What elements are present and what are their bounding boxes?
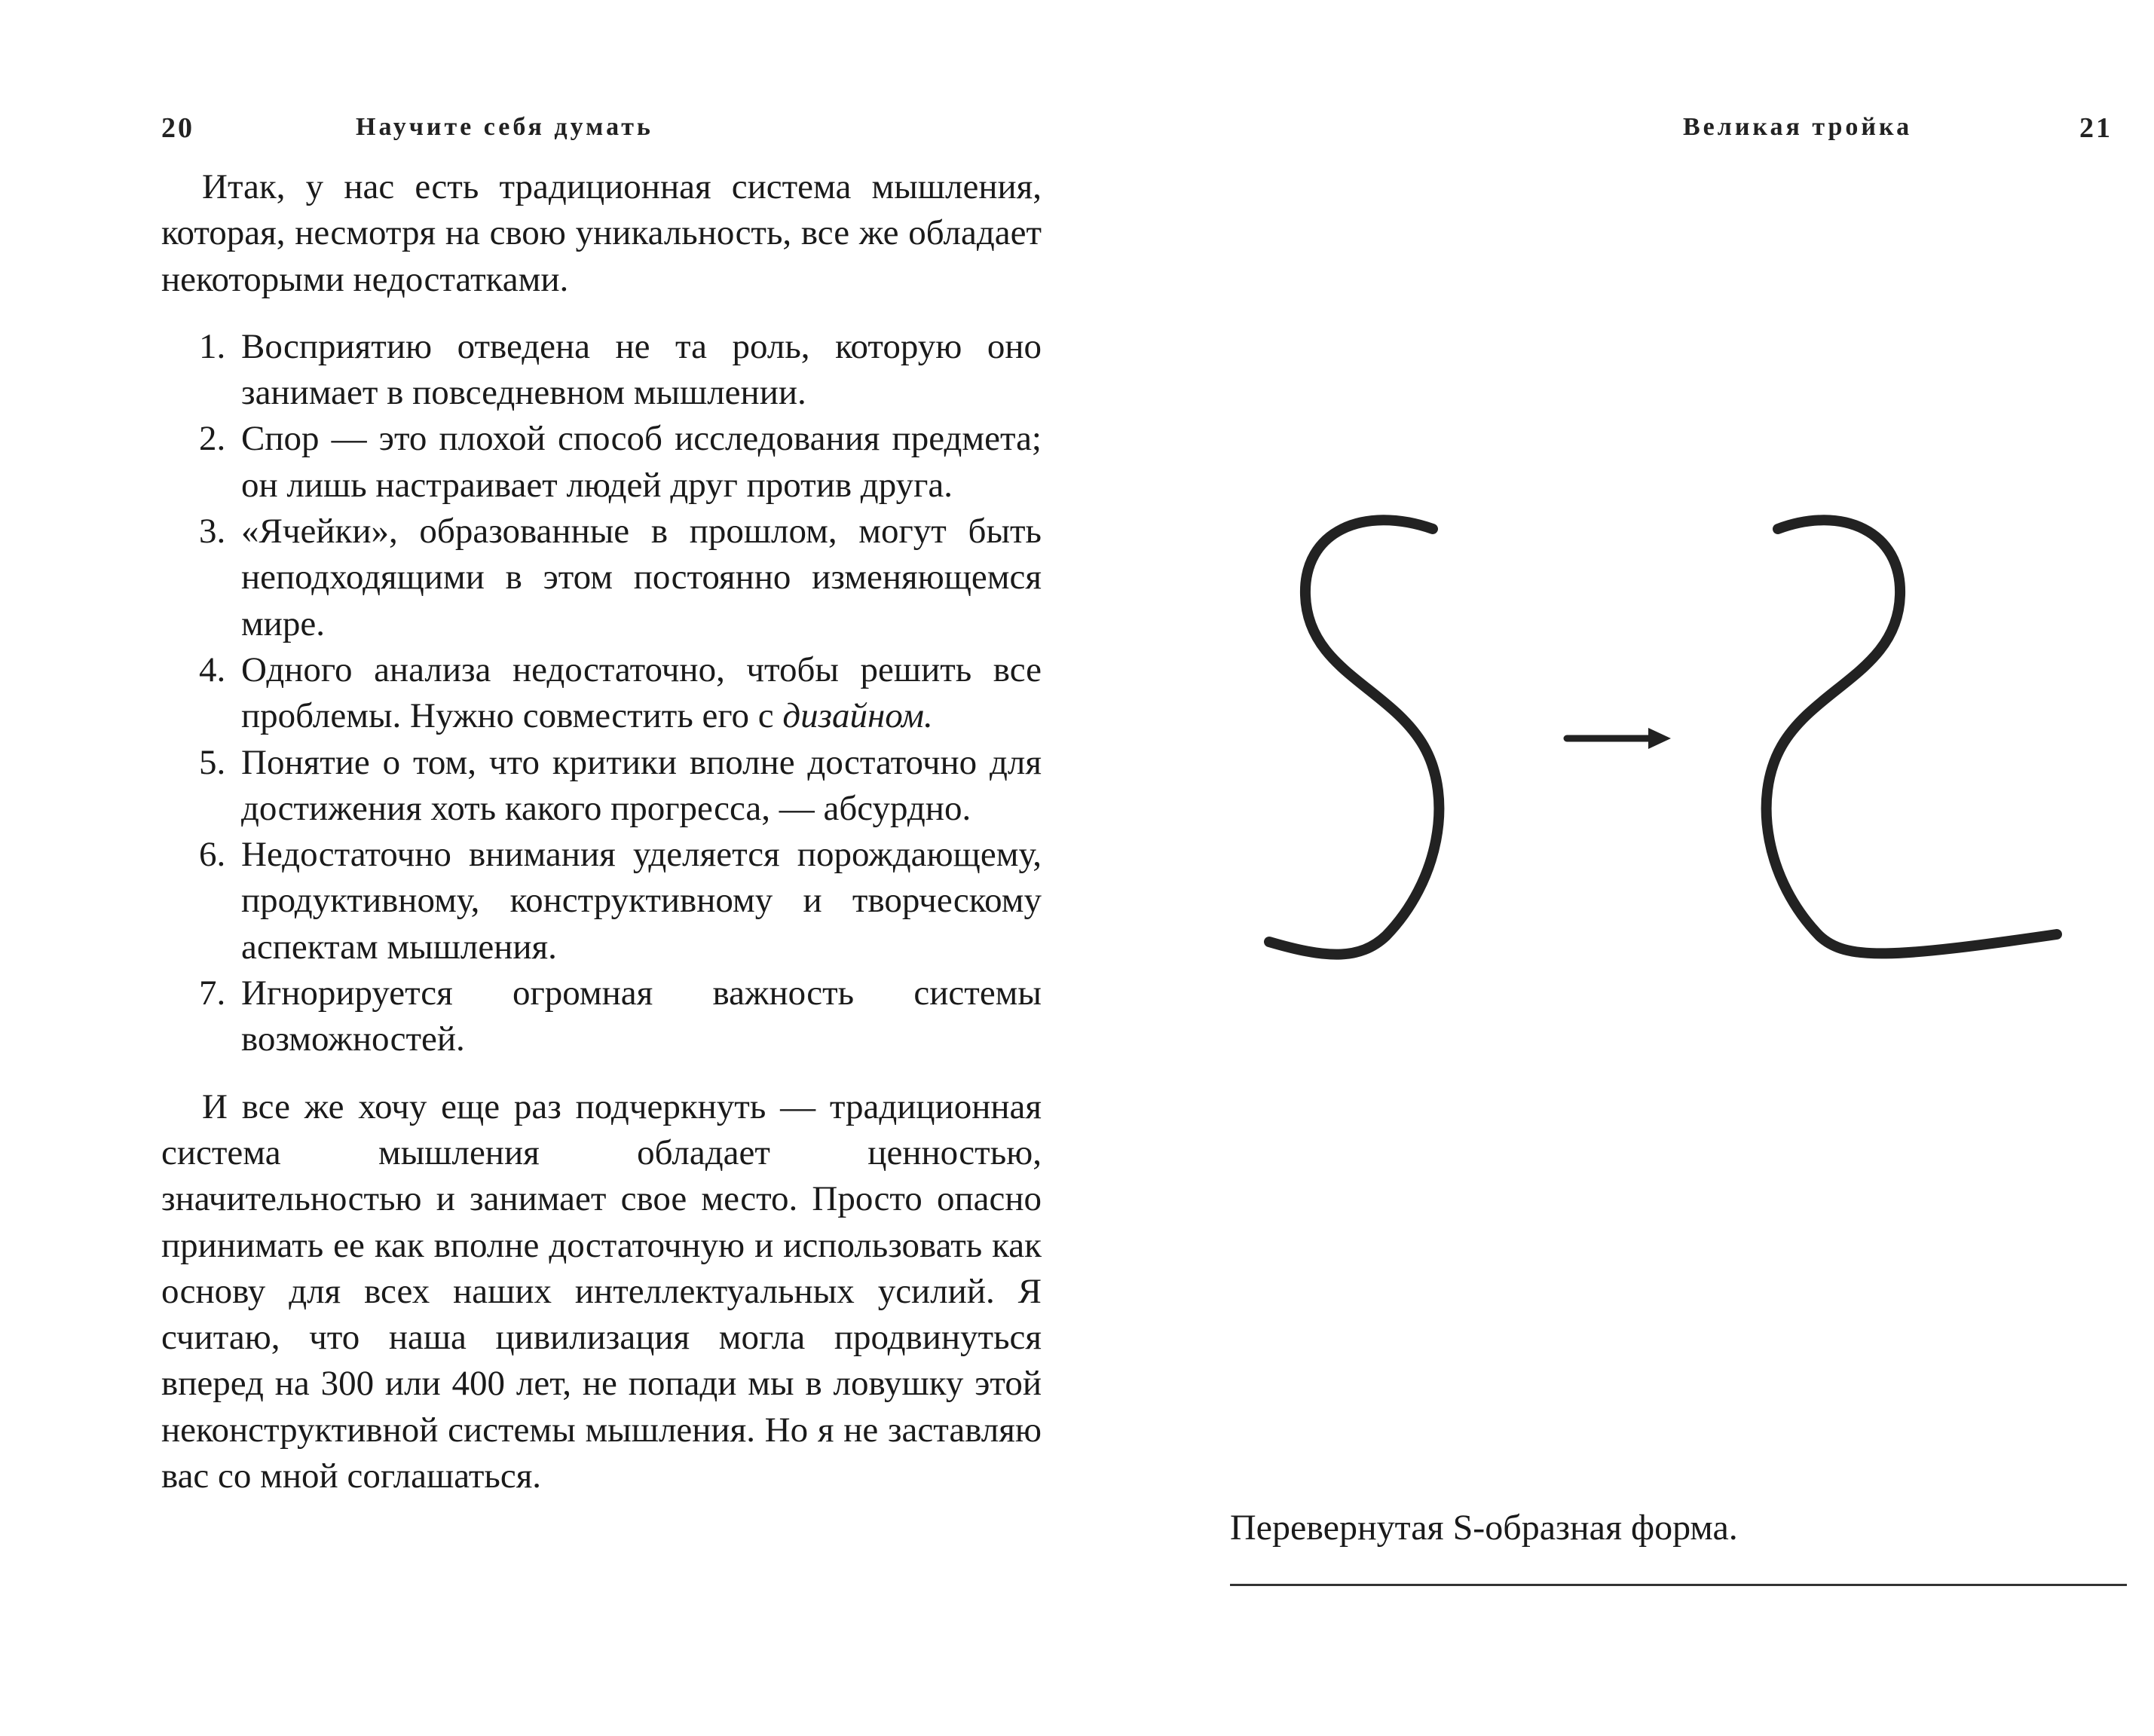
list-item (161, 509, 1042, 647)
list-item (161, 416, 1042, 509)
list-item-number: 6. (199, 835, 226, 875)
figure-caption: Перевернутая S-образная форма. (1230, 1508, 1738, 1548)
list-item (161, 647, 1042, 740)
arrowhead-icon (1648, 728, 1671, 749)
list-item-emphasis: дизайном. (782, 696, 933, 736)
body-text (161, 164, 1042, 1499)
list-item (161, 740, 1042, 833)
list-item (161, 832, 1042, 970)
shortcomings-list (161, 324, 1042, 1063)
running-head-left: Научите себя думать (356, 113, 653, 141)
list-item-number: 4. (199, 649, 226, 689)
list-item-text: «Ячейки», образованные в прошлом, могут быть неподходящими в этом постоянно изменяющемся мире. (241, 512, 1042, 643)
s-shape (1269, 520, 1439, 954)
list-item-text: Недостаточно внимания уделяется порождающему, продуктивному, конструктивному и творческому аспектам мышления. (241, 835, 1042, 967)
caption-rule (1230, 1584, 2127, 1586)
mirrored-s-shape (1767, 520, 2057, 953)
list-item-text: Игнорируется огромная важность системы возможностей. (241, 973, 1042, 1059)
list-item-text: Спор — это плохой способ исследования предмета; он лишь настраивает людей друг против друга. (241, 419, 1042, 505)
list-item-number: 2. (199, 419, 226, 459)
intro-paragraph: Итак, у нас есть традиционная система мышления, которая, несмотря на свою уникальность, все же обладает некоторыми недостатками. (161, 167, 1042, 299)
list-item-text: Понятие о том, что критики вполне достаточно для достижения хоть какого прогресса, — абсурдно. (241, 742, 1042, 828)
list-item (161, 970, 1042, 1063)
list-item-number: 1. (199, 326, 226, 366)
list-item-text: Восприятию отведена не та роль, которую оно занимает в повседневном мышлении. (241, 326, 1042, 413)
s-shape-figure (1235, 490, 2072, 987)
closing-paragraph: И все же хочу еще раз подчеркнуть — традиционная система мышления обладает ценностью, значительностью и занимает свое место. Просто опасно принимать ее как вполне достаточную и использовать как основу для всех наших интеллектуальных усилий. Я считаю, что наша цивилизация могла продвинуться вперед на 300 или 400 лет, не попади мы в ловушку этой неконструктивной системы мышления. Но я не заставляю вас со мной соглашаться. (161, 1087, 1042, 1496)
list-item-number: 5. (199, 742, 226, 782)
list-item-text: Одного анализа недостаточно, чтобы решить все проблемы. Нужно совместить его с (241, 649, 1042, 736)
list-item-number: 7. (199, 973, 226, 1013)
page-number-left: 20 (161, 112, 194, 144)
right-page (1077, 0, 2154, 1736)
page-number-right: 21 (2079, 112, 2113, 144)
list-item (161, 324, 1042, 417)
running-head-right: Великая тройка (1683, 113, 1913, 141)
list-item-number: 3. (199, 512, 226, 552)
